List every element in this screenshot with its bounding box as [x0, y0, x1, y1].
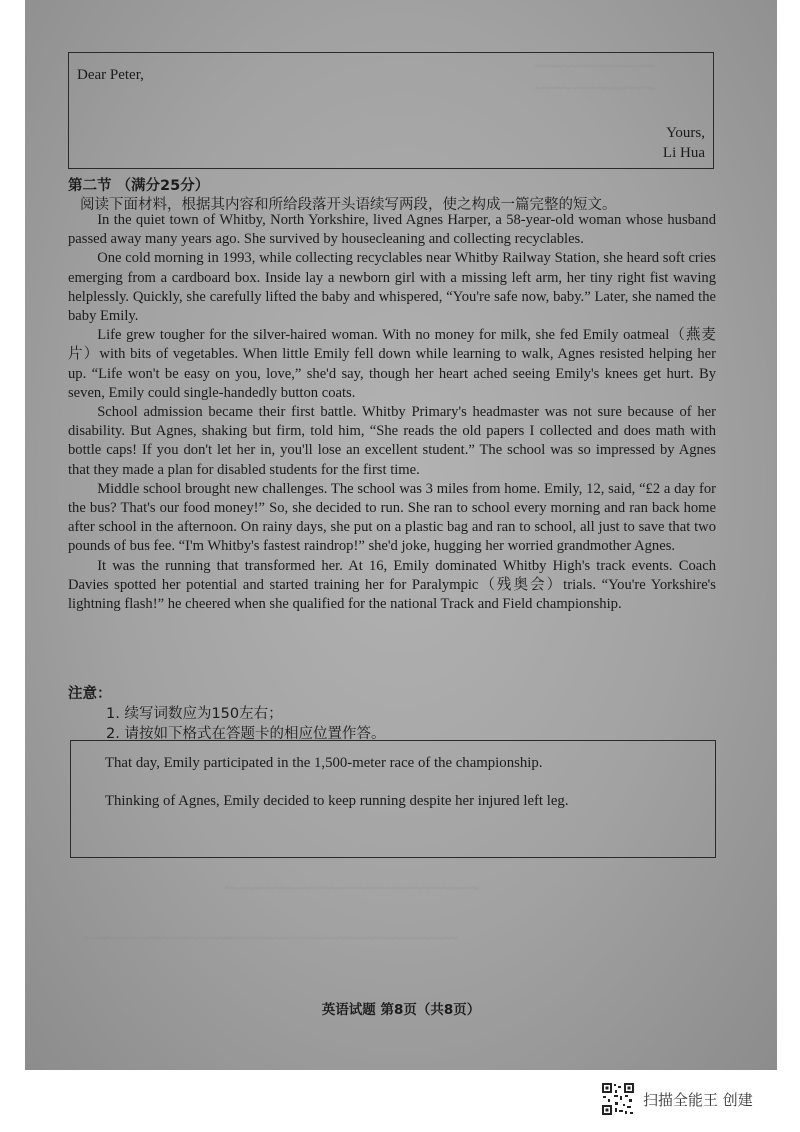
- letter-signoff: [663, 123, 705, 163]
- section-instruction: 阅读下面材料，根据其内容和所给段落开头语续写两段，使之构成一篇完整的短文。: [80, 197, 617, 213]
- passage-paragraph: In the quiet town of Whitby, North Yorkshire, lived Agnes Harper, a 58-year-old woman whose husband passed away many years ago. She survived by housecleaning and collecting recyclables.: [68, 212, 716, 248]
- notes-item: 1. 续写词数应为150左右；: [106, 706, 283, 722]
- passage-paragraph: Middle school brought new challenges. The school was 3 miles from home. Emily, 12, said, “£2 a day for the bus? That's our food money!” So, she decided to run. She ran to school every morning and ran back home after school in the afternoon. On rainy days, she put on a plastic bag and ran to school, all just to save that two pounds of bus fee. “I'm Whitby's fastest raindrop!” she'd joke, hugging her worried grandmother Agnes.: [68, 480, 716, 555]
- bleed-through-text: ~~~~~~~~~~~~~~~~~: [535, 58, 655, 73]
- letter-writing-box: [68, 52, 714, 169]
- scanner-watermark: [601, 1082, 753, 1116]
- reading-passage: [68, 211, 716, 614]
- watermark-text: 扫描全能王 创建: [643, 1090, 753, 1109]
- letter-signature: Li Hua: [662, 145, 705, 161]
- bleed-through-text: ~~~~~~~~~~~~~~~~~: [535, 80, 655, 95]
- scanned-page: [25, 0, 777, 1070]
- qr-code-icon: [601, 1082, 635, 1116]
- passage-paragraph: School admission became their first battle. Whitby Primary's headmaster was not sure because of her disability. But Agnes, shaking but firm, told him, “She reads the old papers I collected and does math with bottle caps! If you don't let her in, you'll lose an excellent student.” The school was so impressed by Agnes that they made a plan for disabled students for the first time.: [68, 404, 716, 478]
- continuation-box: [70, 740, 716, 858]
- bleed-through-text: ~~~~~~~~~~~~~~~~~~~~~~~~~~~~~~~~~~~~~~~~~~~~~~~~~~~~~: [85, 930, 458, 945]
- letter-closing: Yours,: [666, 125, 705, 141]
- notes-heading: 注意：: [68, 686, 112, 702]
- paragraph-opening: Thinking of Agnes, Emily decided to keep running despite her injured left leg.: [105, 793, 569, 809]
- paragraph-opening: That day, Emily participated in the 1,500-meter race of the championship.: [105, 755, 543, 771]
- notes-section: [68, 684, 708, 744]
- section-title: 第二节 （满分25分）: [68, 178, 210, 194]
- passage-paragraph: It was the running that transformed her. At 16, Emily dominated Whitby High's track events. Coach Davies spotted her potential and started training her for Paralympic（残奥会）trials. “You're Yorkshire's lightning flash!” he cheered when she qualified for the national Track and Field championship.: [68, 557, 716, 613]
- passage-paragraph: One cold morning in 1993, while collecting recyclables near Whitby Railway Station, she heard soft cries emerging from a cardboard box. Inside lay a newborn girl with a missing left arm, her tiny right fist waving helplessly. Quickly, she carefully lifted the baby and whispered, “You're safe now, baby.” Later, she named the baby Emily.: [68, 250, 716, 325]
- page-footer: 英语试题 第8页（共8页）: [321, 1002, 481, 1018]
- letter-salutation: Dear Peter,: [77, 67, 144, 83]
- notes-item: 2. 请按如下格式在答题卡的相应位置作答。: [106, 726, 386, 742]
- passage-paragraph: Life grew tougher for the silver-haired woman. With no money for milk, she fed Emily oatmeal（燕麦片）with bits of vegetables. When little Emily fell down while learning to walk, Agnes resisted helping her up. “Life won't be easy on you, love,” she'd say, though her heart ached seeing Emily's knees get hurt. By seven, Emily could single-handedly button coats.: [68, 327, 716, 401]
- bleed-through-text: ~~~~~~~~~~~~~~~~~~~~~~~~~~~~~~~~~~~~: [225, 880, 479, 895]
